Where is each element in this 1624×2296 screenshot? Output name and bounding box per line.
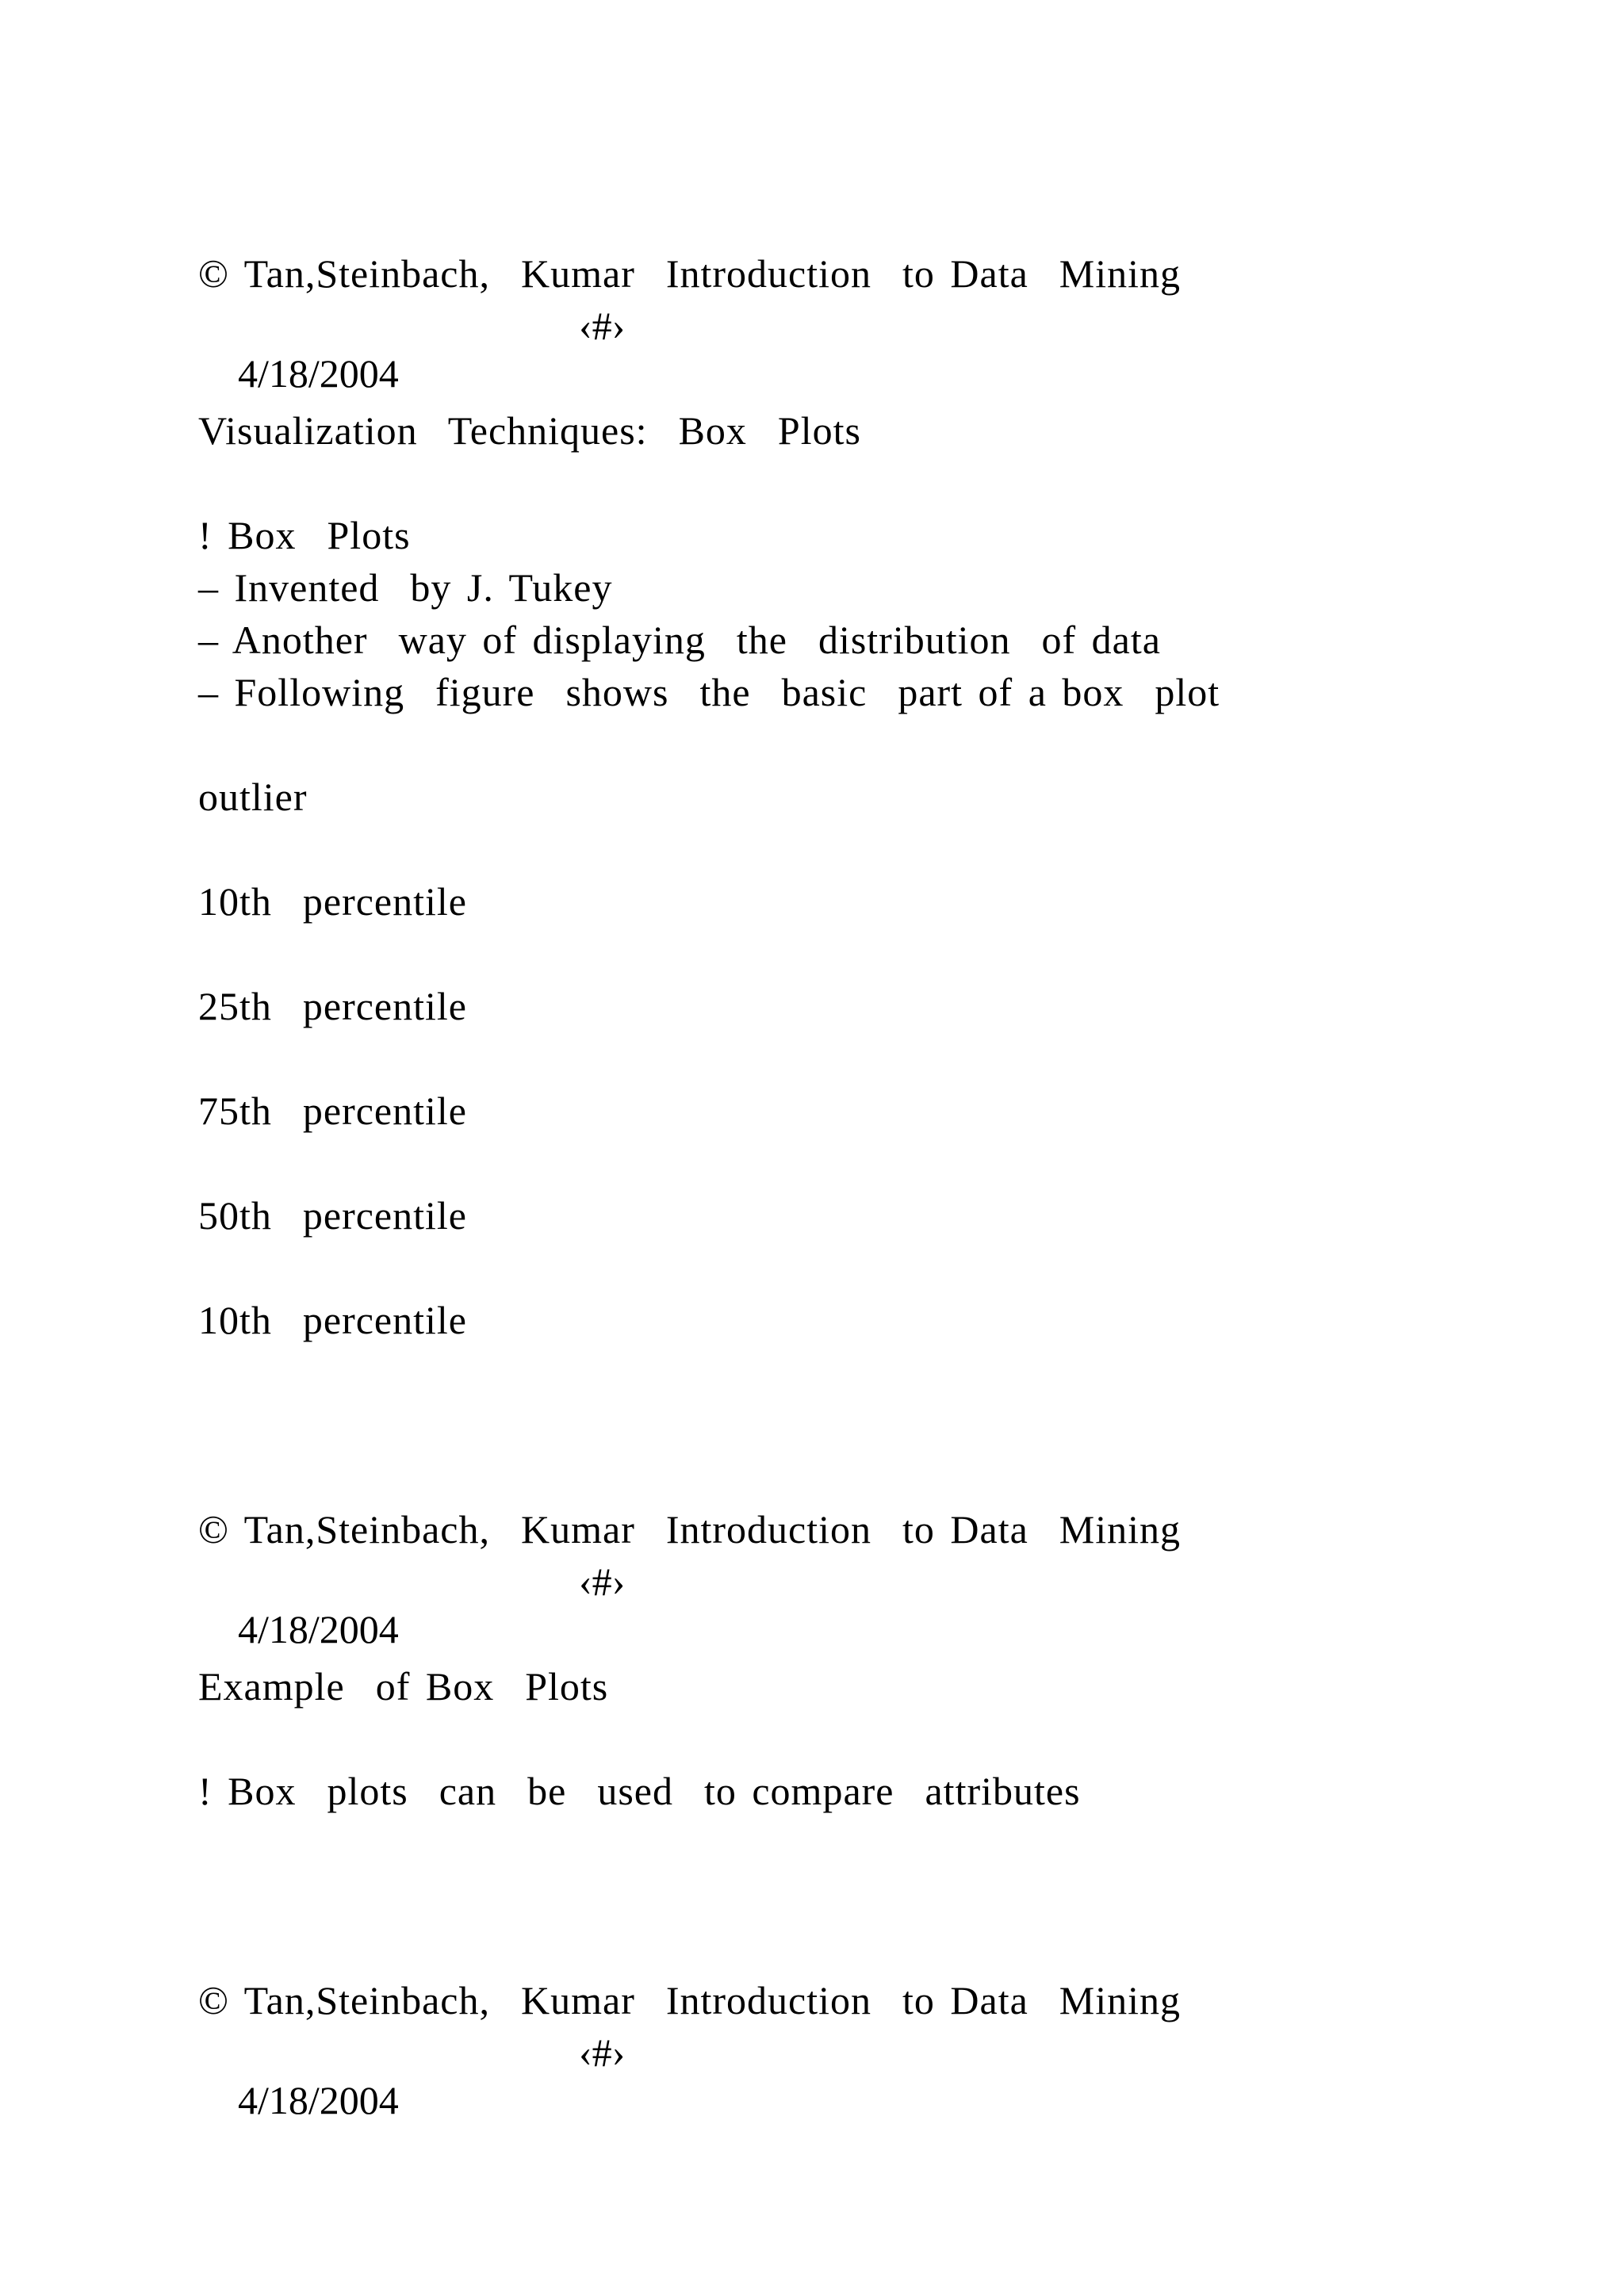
slide2-bullet: ! Box plots can be used to compare attributes xyxy=(198,1769,1081,1813)
footer-copyright-1: © Tan,Steinbach, Kumar Introduction to Data Mining xyxy=(198,251,1182,296)
figure-label-50th-percentile: 50th percentile xyxy=(198,1193,467,1238)
figure-label-10th-percentile-top: 10th percentile xyxy=(198,879,467,924)
footer-date-row-2 xyxy=(198,1558,753,1748)
slide1-sub-item-1: – Invented by J. Tukey xyxy=(198,565,613,610)
figure-label-25th-percentile: 25th percentile xyxy=(198,984,467,1028)
footer-copyright-3: © Tan,Steinbach, Kumar Introduction to Data Mining xyxy=(198,1978,1182,2022)
figure-label-75th-percentile: 75th percentile xyxy=(198,1089,467,1133)
footer-date-2: 4/18/2004 xyxy=(238,1607,399,1651)
footer-date-row-1 xyxy=(198,302,753,492)
slide1-bullet: ! Box Plots xyxy=(198,513,411,557)
footer-page-number-1: ‹#› xyxy=(579,304,626,348)
footer-copyright-2: © Tan,Steinbach, Kumar Introduction to Data Mining xyxy=(198,1507,1182,1552)
slide1-sub-item-3: – Following figure shows the basic part of a box plot xyxy=(198,670,1220,714)
figure-label-10th-percentile-bottom: 10th percentile xyxy=(198,1298,467,1342)
footer-date-1: 4/18/2004 xyxy=(238,351,399,396)
figure-label-outlier: outlier xyxy=(198,775,308,819)
footer-date-3: 4/18/2004 xyxy=(238,2078,399,2122)
footer-page-number-3: ‹#› xyxy=(579,2030,626,2075)
footer-date-row-3 xyxy=(198,2029,753,2219)
slide1-sub-item-2: – Another way of displaying the distribution of data xyxy=(198,618,1161,662)
slide1-title: Visualization Techniques: Box Plots xyxy=(198,408,861,453)
slide2-title: Example of Box Plots xyxy=(198,1664,609,1709)
footer-page-number-2: ‹#› xyxy=(579,1559,626,1604)
